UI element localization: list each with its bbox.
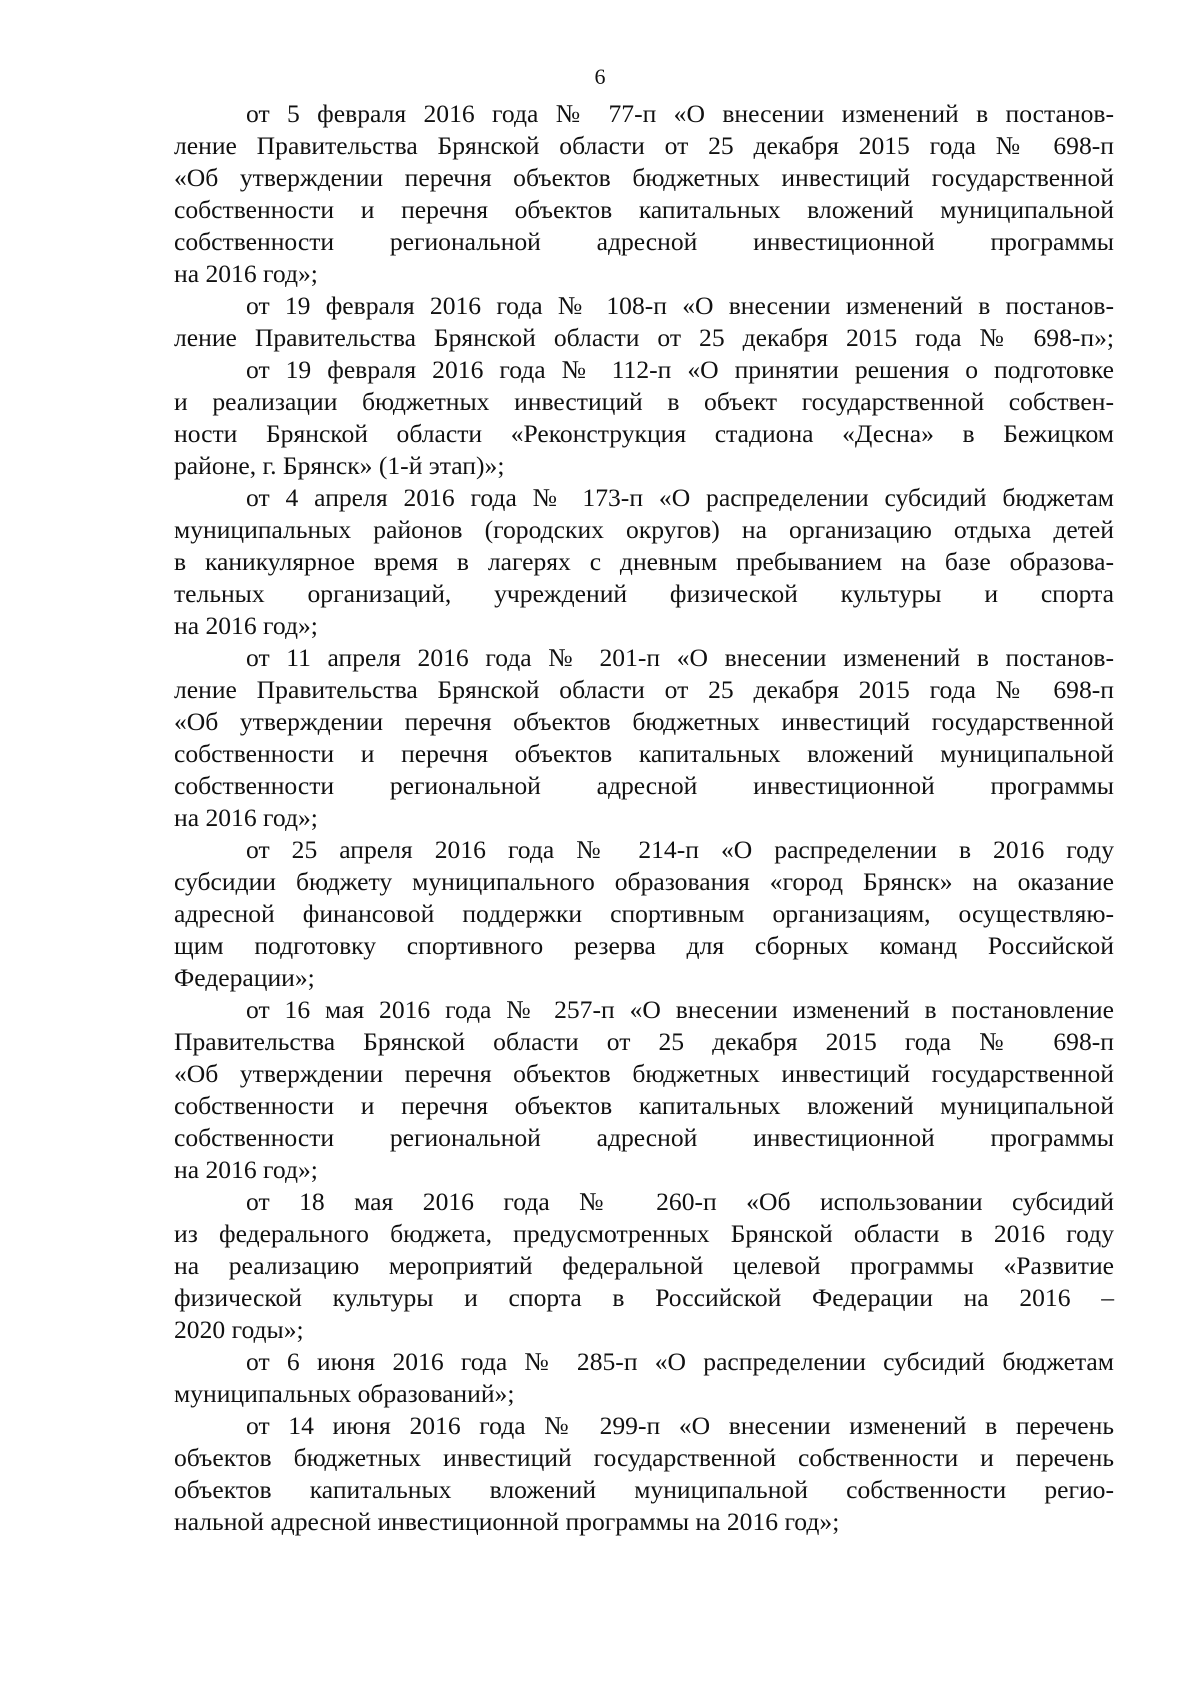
text-line: Федерации»; [174, 963, 315, 992]
text-line: собственности региональной адресной инвестиционной программы [174, 771, 1114, 800]
paragraph [174, 290, 1114, 354]
text-line: ности Брянской области «Реконструкция стадиона «Десна» в Бежицком [174, 419, 1114, 448]
page-number: 6 [594, 64, 606, 89]
paragraph [174, 1410, 1114, 1538]
text-line: объектов бюджетных инвестиций государственной собственности и перечень [174, 1443, 1114, 1472]
text-line: «Об утверждении перечня объектов бюджетных инвестиций государственной [174, 1059, 1114, 1088]
paragraph [174, 1346, 1114, 1410]
paragraph [174, 98, 1114, 290]
paragraph [174, 834, 1114, 994]
text-line: субсидии бюджету муниципального образования «город Брянск» на оказание [174, 867, 1114, 896]
text-line: от 19 февраля 2016 года № 112-п «О принятии решения о подготовке [246, 355, 1114, 384]
text-line: ление Правительства Брянской области от 25 декабря 2015 года № 698-п»; [174, 323, 1114, 352]
text-line: ление Правительства Брянской области от 25 декабря 2015 года № 698-п [174, 131, 1114, 160]
paragraph [174, 994, 1114, 1186]
text-line: от 11 апреля 2016 года № 201-п «О внесении изменений в постанов- [246, 643, 1114, 672]
text-line: нальной адресной инвестиционной программы на 2016 год»; [174, 1507, 840, 1536]
paragraph [174, 482, 1114, 642]
paragraph [174, 642, 1114, 834]
paragraph [174, 354, 1114, 482]
text-line: щим подготовку спортивного резерва для сборных команд Российской [174, 931, 1114, 960]
text-line: муниципальных районов (городских округов) на организацию отдыха детей [174, 515, 1114, 544]
text-line: собственности региональной адресной инвестиционной программы [174, 1123, 1114, 1152]
text-line: муниципальных образований»; [174, 1379, 515, 1408]
text-line: на 2016 год»; [174, 611, 318, 640]
text-line: от 16 мая 2016 года № 257-п «О внесении изменений в постановление [246, 995, 1114, 1024]
text-line: на 2016 год»; [174, 1155, 318, 1184]
text-line: от 6 июня 2016 года № 285-п «О распределении субсидий бюджетам [246, 1347, 1114, 1376]
text-line: «Об утверждении перечня объектов бюджетных инвестиций государственной [174, 163, 1114, 192]
text-line: в каникулярное время в лагерях с дневным пребыванием на базе образова- [174, 547, 1114, 576]
text-line: собственности региональной адресной инвестиционной программы [174, 227, 1114, 256]
text-line: собственности и перечня объектов капитальных вложений муниципальной [174, 739, 1114, 768]
text-line: «Об утверждении перечня объектов бюджетных инвестиций государственной [174, 707, 1114, 736]
text-line: от 25 апреля 2016 года № 214-п «О распределении в 2016 году [246, 835, 1114, 864]
text-line: из федерального бюджета, предусмотренных Брянской области в 2016 году [174, 1219, 1114, 1248]
text-line: районе, г. Брянск» (1-й этап)»; [174, 451, 505, 480]
text-line: тельных организаций, учреждений физической культуры и спорта [174, 579, 1114, 608]
text-line: объектов капитальных вложений муниципальной собственности регио- [174, 1475, 1114, 1504]
text-line: на 2016 год»; [174, 259, 318, 288]
text-line: физической культуры и спорта в Российской Федерации на 2016 – [174, 1283, 1114, 1312]
text-line: на 2016 год»; [174, 803, 318, 832]
text-line: адресной финансовой поддержки спортивным организациям, осуществляю- [174, 899, 1114, 928]
text-line: на реализацию мероприятий федеральной целевой программы «Развитие [174, 1251, 1114, 1280]
text-line: от 5 февраля 2016 года № 77-п «О внесении изменений в постанов- [246, 99, 1114, 128]
text-line: ление Правительства Брянской области от 25 декабря 2015 года № 698-п [174, 675, 1114, 704]
text-line: и реализации бюджетных инвестиций в объект государственной собствен- [174, 387, 1114, 416]
text-line: от 19 февраля 2016 года № 108-п «О внесении изменений в постанов- [246, 291, 1114, 320]
text-line: от 14 июня 2016 года № 299-п «О внесении изменений в перечень [246, 1411, 1114, 1440]
text-line: Правительства Брянской области от 25 декабря 2015 года № 698-п [174, 1027, 1114, 1056]
document-body [174, 98, 1114, 1538]
text-line: от 4 апреля 2016 года № 173-п «О распределении субсидий бюджетам [246, 483, 1114, 512]
text-line: собственности и перечня объектов капитальных вложений муниципальной [174, 1091, 1114, 1120]
paragraph [174, 1186, 1114, 1346]
text-line: собственности и перечня объектов капитальных вложений муниципальной [174, 195, 1114, 224]
text-line: от 18 мая 2016 года № 260-п «Об использовании субсидий [246, 1187, 1114, 1216]
text-line: 2020 годы»; [174, 1315, 304, 1344]
